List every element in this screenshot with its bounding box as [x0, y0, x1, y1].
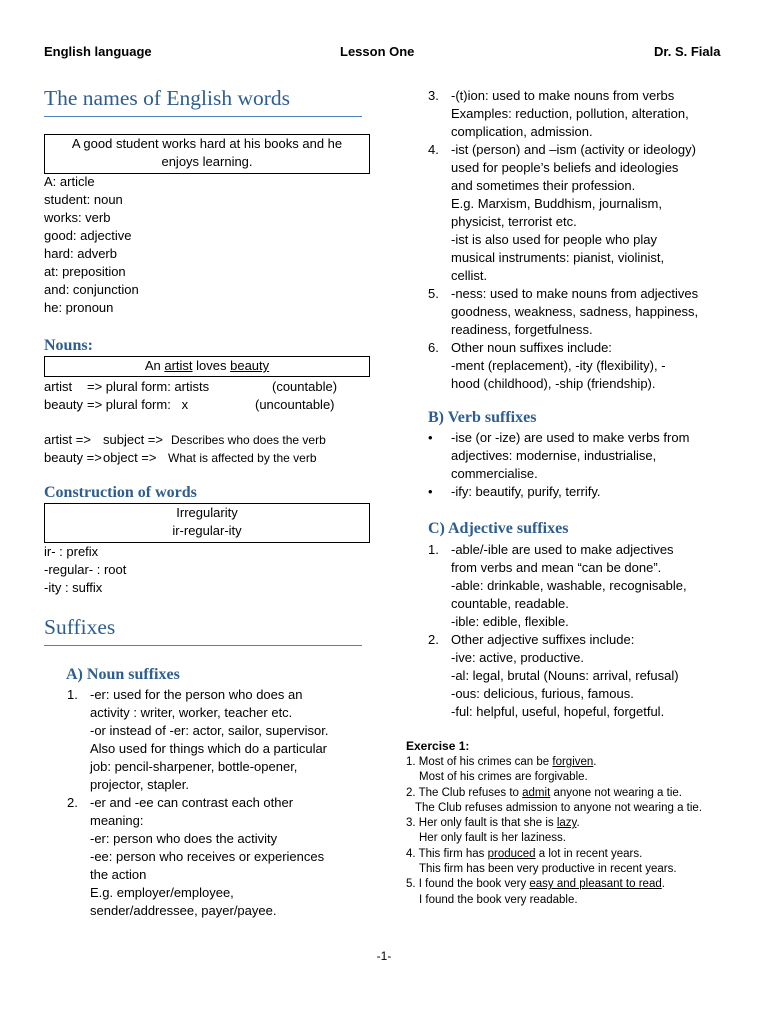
- item-line: activity : writer, worker, teacher etc.: [90, 705, 293, 720]
- exercise-answer: The Club refuses admission to anyone not wearing a tie.: [415, 801, 703, 814]
- item-line: commercialise.: [451, 466, 538, 481]
- list-item: -ity : suffix: [44, 580, 103, 595]
- item-line: -ible: edible, flexible.: [451, 614, 569, 629]
- item-number: 1.: [428, 542, 439, 557]
- bullet-icon: •: [428, 484, 433, 499]
- list-item: he: pronoun: [44, 300, 114, 315]
- exercise-question: [406, 755, 746, 770]
- role-type: subject =>: [103, 432, 163, 447]
- item-number: 6.: [428, 340, 439, 355]
- item-line: musical instruments: pianist, violinist,: [451, 250, 665, 265]
- exercise-answer: This firm has been very productive in recent years.: [419, 863, 677, 876]
- list-item: at: preposition: [44, 264, 126, 279]
- example-sentence-box: [44, 134, 370, 174]
- verb-suffix-list: [428, 429, 748, 501]
- item-line: -ise (or -ize) are used to make verbs from: [451, 430, 690, 445]
- list-item: good: adjective: [44, 228, 132, 243]
- item-line: complication, admission.: [451, 124, 593, 139]
- exercise-question: [406, 847, 746, 862]
- list-item: student: noun: [44, 192, 123, 207]
- item-number: 4.: [428, 142, 439, 157]
- page-title: The names of English words: [44, 86, 362, 117]
- role-desc: What is affected by the verb: [168, 451, 317, 465]
- item-line: -ness: used to make nouns from adjectives: [451, 286, 699, 301]
- item-line: meaning:: [90, 813, 144, 828]
- construction-heading: Construction of words: [44, 484, 197, 501]
- item-line: from verbs and mean “can be done”.: [451, 560, 662, 575]
- item-line: -ify: beautify, purify, terrify.: [451, 484, 601, 499]
- item-line: goodness, weakness, sadness, happiness,: [451, 304, 699, 319]
- exercise-heading: Exercise 1:: [406, 739, 470, 753]
- exercise-answer: Her only fault is her laziness.: [419, 832, 567, 845]
- construction-parts: [44, 543, 126, 597]
- item-line: -er: used for the person who does an: [90, 687, 303, 702]
- noun-roles: [44, 431, 374, 467]
- list-item: works: verb: [44, 210, 111, 225]
- header-lesson: Lesson One: [340, 44, 415, 59]
- item-line: -(t)ion: used to make nouns from verbs: [451, 88, 675, 103]
- item-line: job: pencil-sharpener, bottle-opener,: [90, 759, 298, 774]
- item-line: -al: legal, brutal (Nouns: arrival, refusal): [451, 668, 679, 683]
- item-line: readiness, forgetfulness.: [451, 322, 593, 337]
- exercise-list: [406, 755, 746, 908]
- box-text: An: [144, 358, 165, 373]
- item-line: Other noun suffixes include:: [451, 340, 612, 355]
- exercise-section: [406, 738, 746, 908]
- page-number: -1-: [376, 949, 392, 963]
- header-author: Dr. S. Fiala: [654, 44, 721, 59]
- list-item: [428, 541, 748, 631]
- item-number: 1.: [67, 687, 78, 702]
- item-line: projector, stapler.: [90, 777, 189, 792]
- construction-breakdown: ir-regular-ity: [172, 523, 242, 538]
- plural-word: beauty: [44, 397, 84, 412]
- list-item: -regular- : root: [44, 562, 127, 577]
- exercise-answer: I found the book very readable.: [419, 893, 578, 906]
- exercise-question: [406, 786, 746, 801]
- item-line: E.g. Marxism, Buddhism, journalism,: [451, 196, 662, 211]
- item-line: -ous: delicious, furious, famous.: [451, 686, 634, 701]
- question-text: 5. I found the book very: [406, 878, 530, 891]
- item-number: 5.: [428, 286, 439, 301]
- plural-form: => plural form: x: [87, 397, 189, 412]
- question-text: 4. This firm has: [406, 847, 488, 860]
- suffixes-title: Suffixes: [44, 615, 362, 646]
- exercise-question: [406, 816, 746, 831]
- list-item: [67, 686, 377, 794]
- role-row: [44, 449, 374, 467]
- underlined-word: forgiven: [552, 756, 594, 768]
- item-line: countable, readable.: [451, 596, 569, 611]
- item-line: sender/addressee, payer/payee.: [90, 903, 277, 918]
- exercise-answer: Most of his crimes are forgivable.: [419, 771, 588, 784]
- role-row: [44, 431, 374, 449]
- item-line: -or instead of -er: actor, sailor, supervisor.: [90, 723, 329, 738]
- item-line: and sometimes their profession.: [451, 178, 636, 193]
- plural-form: => plural form: artists: [87, 379, 210, 394]
- plural-note: (uncountable): [255, 397, 335, 412]
- list-item: [428, 141, 748, 285]
- question-text: .: [593, 756, 597, 768]
- plural-word: artist: [44, 379, 73, 394]
- nouns-heading: Nouns:: [44, 337, 93, 354]
- plural-forms: [44, 378, 372, 414]
- underlined-word: beauty: [230, 358, 270, 373]
- item-line: the action: [90, 867, 147, 882]
- example-line-2: enjoys learning.: [161, 154, 253, 169]
- item-line: -ful: helpful, useful, hopeful, forgetful.: [451, 704, 665, 719]
- noun-suffix-list-continued: [428, 87, 748, 393]
- underlined-word: lazy: [556, 817, 577, 830]
- item-line: -er: person who does the activity: [90, 831, 278, 846]
- item-line: -ment (replacement), -ity (flexibility), -: [451, 358, 666, 373]
- question-text: anyone not wearing a tie.: [550, 786, 682, 799]
- construction-box: [44, 503, 370, 543]
- item-line: -able: drinkable, washable, recognisable,: [451, 578, 687, 593]
- list-item: [428, 339, 748, 393]
- construction-word: Irregularity: [176, 505, 238, 520]
- plural-row: [44, 396, 372, 414]
- role-word: beauty =>: [44, 450, 102, 465]
- item-line: -ist is also used for people who play: [451, 232, 657, 247]
- underlined-word: artist: [164, 358, 193, 373]
- plural-note: (countable): [272, 379, 338, 394]
- list-item: ir- : prefix: [44, 544, 99, 559]
- list-item: hard: adverb: [44, 246, 117, 261]
- question-text: 2. The Club refuses to: [406, 786, 523, 799]
- adjective-suffix-list: [428, 541, 748, 721]
- example-line-1: A good student works hard at his books and he: [71, 136, 343, 151]
- item-line: Other adjective suffixes include:: [451, 632, 635, 647]
- item-line: -ist (person) and –ism (activity or ideology): [451, 142, 696, 157]
- list-item: [428, 87, 748, 141]
- question-text: 3. Her only fault is that she is: [406, 817, 557, 830]
- item-line: -able/-ible are used to make adjectives: [451, 542, 674, 557]
- question-text: .: [576, 817, 580, 830]
- item-number: 2.: [67, 795, 78, 810]
- question-text: a lot in recent years.: [535, 847, 643, 860]
- header-course: English language: [44, 44, 152, 59]
- list-item: A: article: [44, 174, 95, 189]
- list-item: [428, 285, 748, 339]
- list-item: [67, 794, 377, 920]
- item-line: Examples: reduction, pollution, alteration,: [451, 106, 689, 121]
- underlined-word: produced: [487, 847, 536, 860]
- role-type: object =>: [103, 450, 157, 465]
- list-item: [428, 631, 748, 721]
- adjective-suffixes-heading: C) Adjective suffixes: [428, 520, 569, 537]
- item-line: -ive: active, productive.: [451, 650, 584, 665]
- list-item: and: conjunction: [44, 282, 139, 297]
- noun-suffix-list: [67, 686, 377, 920]
- bullet-icon: •: [428, 430, 433, 445]
- item-line: -er and -ee can contrast each other: [90, 795, 294, 810]
- underlined-word: easy and pleasant to read: [529, 878, 662, 891]
- role-desc: Describes who does the verb: [171, 433, 326, 447]
- item-line: Also used for things which do a particular: [90, 741, 328, 756]
- item-number: 3.: [428, 88, 439, 103]
- exercise-question: [406, 877, 746, 892]
- parts-of-speech-list: [44, 173, 139, 317]
- role-word: artist =>: [44, 432, 91, 447]
- question-text: 1. Most of his crimes can be: [406, 756, 553, 768]
- list-item: [428, 429, 748, 483]
- underlined-word: admit: [522, 786, 551, 799]
- item-line: cellist.: [451, 268, 488, 283]
- item-line: adjectives: modernise, industrialise,: [451, 448, 657, 463]
- item-line: physicist, terrorist etc.: [451, 214, 577, 229]
- item-line: E.g. employer/employee,: [90, 885, 234, 900]
- list-item: [428, 483, 748, 501]
- question-text: .: [661, 878, 665, 891]
- nouns-example-box: [44, 356, 370, 377]
- item-line: -ee: person who receives or experiences: [90, 849, 325, 864]
- box-text: loves: [192, 358, 231, 373]
- noun-suffixes-heading: A) Noun suffixes: [66, 666, 180, 683]
- item-number: 2.: [428, 632, 439, 647]
- item-line: used for people’s beliefs and ideologies: [451, 160, 679, 175]
- verb-suffixes-heading: B) Verb suffixes: [428, 409, 537, 426]
- plural-row: [44, 378, 372, 396]
- item-line: hood (childhood), -ship (friendship).: [451, 376, 656, 391]
